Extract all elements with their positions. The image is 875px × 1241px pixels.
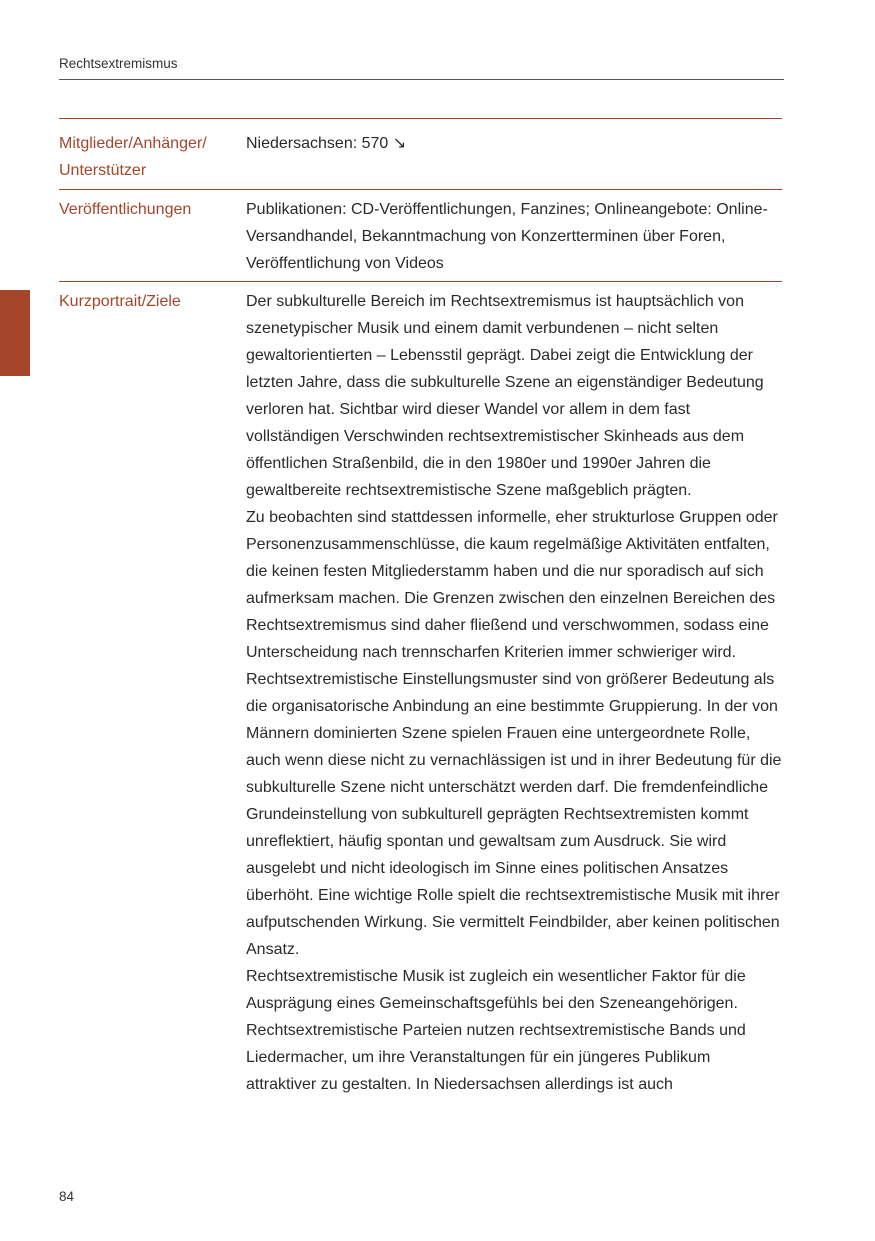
running-header: Rechtsextremismus [59,56,178,71]
table-row-publications [59,189,782,281]
row-content-portrait [246,288,782,1098]
paragraph: Rechtsextremistische Musik ist zugleich ein wesentlicher Faktor für die Ausprägung eines Gemeinschaftsgefühls bei den Szeneangehörigen. Rechtsextremistische Parteien nutzen rechtsextremistische Bands und Liedermacher, um ihre Veranstaltungen für ein jüngeres Publikum attraktiver zu gestalten. In Niedersachsen allerdings ist auch [246,968,746,1093]
row-label-portrait: Kurzportrait/Ziele [59,293,181,310]
table-row-portrait [59,281,782,1098]
paragraph: Zu beobachten sind stattdessen informelle, eher strukturlose Gruppen oder Personenzusammenschlüsse, die kaum regelmäßige Aktivitäten entfalten, die keinen festen Mitgliederstamm haben und die nur sporadisch auf sich aufmerksam machen. Die Grenzen zwischen den einzelnen Bereichen des Rechtsextremismus sind daher fließend und verschwommen, sodass eine Unterscheidung nach trennscharfen Kriterien immer schwieriger wird. Rechtsextremistische Einstellungsmuster sind von größerer Bedeutung als die organisatorische Anbindung an eine bestimmte Gruppierung. In der von Männern dominierten Szene spielen Frauen eine untergeordnete Rolle, auch wenn diese nicht zu vernachlässigen ist und in ihrer Bedeutung für die subkulturelle Szene nicht unterschätzt werden darf. Die fremdenfeindliche Grundeinstellung von subkulturell geprägten Rechtsextremisten kommt unreflektiert, häufig spontan und gewaltsam zum Ausdruck. Sie wird ausgelebt und nicht ideologisch im Sinne eines politischen Ansatzes überhöht. Eine wichtige Rolle spielt die rechtsextremistische Musik mit ihrer aufputschenden Wirkung. Sie vermittelt Feindbilder, aber keinen politischen Ansatz. [246,509,782,958]
header-rule [59,79,784,80]
table-row-members [59,118,782,189]
chapter-side-tab [0,290,30,376]
row-label-members-line2: Unterstützer [59,162,147,179]
page-number: 84 [59,1189,75,1204]
row-content-members: Niedersachsen: 570 ↘ [246,135,407,152]
info-table [59,118,782,1098]
paragraph: Der subkulturelle Bereich im Rechtsextremismus ist hauptsächlich von szenetypischer Musik und einem damit verbundenen – nicht selten gewaltorientierten – Lebensstil geprägt. Dabei zeigt die Entwicklung der letzten Jahre, dass die subkulturelle Szene an eigenständiger Bedeutung verloren hat. Sichtbar wird dieser Wandel vor allem in dem fast vollständigen Verschwinden rechtsextremistischer Skinheads aus dem öffentlichen Straßenbild, die in den 1980er und 1990er Jahren die gewaltbereite rechtsextremistische Szene maßgeblich prägten. [246,293,764,499]
row-label-publications: Veröffentlichungen [59,201,192,218]
row-label-members [59,130,246,184]
row-label-members-line1: Mitglieder/Anhänger/ [59,135,207,152]
row-content-publications: Publikationen: CD-Veröffentlichungen, Fanzines; Onlineangebote: Online-Versandhandel, Bekanntmachung von Konzertterminen über Foren, Veröffentlichung von Videos [246,201,768,272]
